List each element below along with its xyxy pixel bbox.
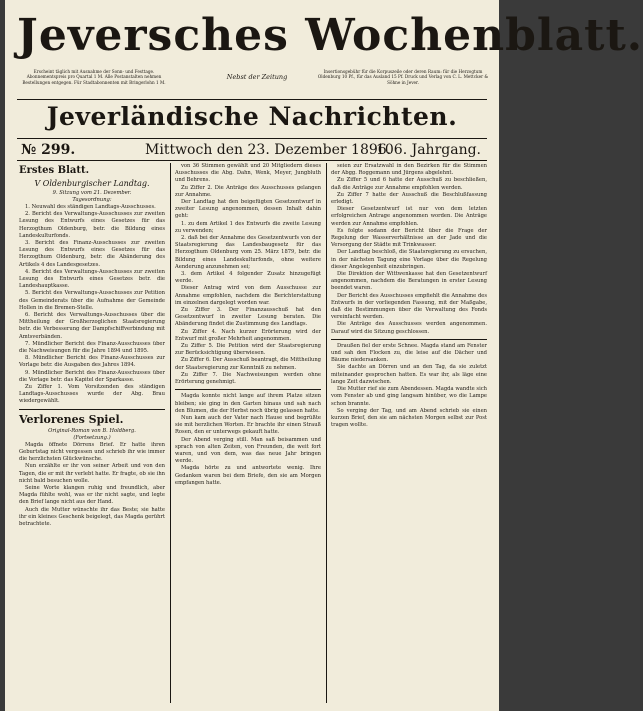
paragraph: Zu Ziffer 1. Vom Vorsitzenden des ständigen Landtags-Ausschusses wurde der Abg. Brau wiedergewählt. <box>19 384 165 405</box>
issue-rule-top <box>17 138 487 139</box>
paragraph: 3. dem Artikel 4 folgender Zusatz hinzugefügt werde. <box>175 271 321 285</box>
paragraph: 1. zu dem Artikel 1 des Entwurfs die zweite Lesung zu verwenden; <box>175 220 321 234</box>
agenda-title: Tagesordnung: <box>72 197 112 203</box>
paragraph: Zu Ziffer 7. Die Nachweisungen werden ohne Erörterung genehmigt. <box>175 371 321 386</box>
section-divider <box>331 339 487 340</box>
paragraph: 9. Mündlicher Bericht des Finanz-Ausschusses über die Vorlage betr. das Kapitel der Sparkasse. <box>19 369 165 383</box>
masthead-title: Jeversches Wochenblatt. <box>17 10 643 61</box>
column-1 <box>19 163 165 703</box>
paragraph: 8. Mündlicher Bericht des Finanz-Ausschusses zur Vorlage betr. die Ausgaben des Jahres 1894. <box>19 355 165 369</box>
paragraph: 4. Bericht des Verwaltungs-Ausschusses zur zweiten Lesung des Entwurfs eines Gesetzes betr. die Landeshauptkasse. <box>19 268 165 290</box>
story-paragraph: Seine Worte klangen ruhig und freundlich, aber Magda fühlte wohl, was er ihr nicht sagte, und legte den Brief lange nicht aus der Hand. <box>19 484 165 506</box>
issue-rule-bottom <box>17 160 487 161</box>
column-3 <box>331 163 487 703</box>
paragraph: Der Landtag beschloß, die Staatsregierung zu ersuchen, in der nächsten Tagung eine Vorlage über die Regelung dieser Angelegenheit einzubringen. <box>331 249 487 270</box>
column-separator <box>170 163 171 703</box>
story-paragraph: Magda öffnete Dörrens Brief. Er hatte ihren Geburtstag nicht vergessen und schrieb ihr wie immer die herzlichsten Glückwünsche. <box>19 441 165 463</box>
issue-volume: 106. Jahrgang. <box>375 142 481 158</box>
paragraph: Die Direktion der Wittwenkasse hat den Gesetzentwurf angenommen, nachdem die Beratungen in erster Lesung beendet waren. <box>331 271 487 292</box>
story-paragraph: Nun erzählte er ihr von seiner Arbeit und von den Tagen, die er mit ihr verlebt hatte. Er fragte, ob sie ihn nicht bald besuchen wolle. <box>19 463 165 484</box>
paragraph: 2. Bericht des Verwaltungs-Ausschusses zur zweiten Lesung des Entwurfs eines Gesetzes für das Herzogthum Oldenburg, betr. die Bildung eines Landeskulturfonds. <box>19 211 165 239</box>
paragraph: Zu Ziffer 5 und 6 hatte der Ausschuß zu beschließen, daß die Anträge zur Annahme empfohlen werden. <box>331 177 487 191</box>
story-paragraph: Magda hörte zu und antwortete wenig. Ihre Gedanken waren bei dem Briefe, den sie am Morgen empfangen hatte. <box>175 465 321 486</box>
story-paragraph: Nun kam auch der Vater nach Hause und begrüßte sie mit herzlichen Worten. Er brachte ihr einen Strauß Rosen, den er unterwegs gekauft hatte. <box>175 414 321 436</box>
paragraph: 1. Neuwahl des ständigen Landtags-Ausschusses. <box>25 204 156 210</box>
paragraph: 5. Bericht des Verwaltungs-Ausschusses zur Petition des Gemeinderats über die Aufnahme der Gemeinde Hollen in die Bremen-Stelle. <box>19 290 165 311</box>
paragraph: 7. Mündlicher Bericht des Finanz-Ausschusses über die Nachweisungen für die Jahre 1894 und 1895. <box>19 340 165 355</box>
paragraph: Die Anträge des Ausschusses werden angenommen. Darauf wird die Sitzung geschlossen. <box>331 321 487 335</box>
story-paragraph: Auch die Mutter wünschte ihr das Beste; sie hatte ihr ein kleines Geschenk beigelegt, das Magda gerührt betrachtete. <box>19 506 165 527</box>
paragraph: Zu Ziffer 5. Die Petition wird der Staatsregierung zur Berücksichtigung überwiesen. <box>175 343 321 357</box>
masthead-rule <box>17 99 487 100</box>
issue-date: Mittwoch den 23. Dezember 1896. <box>145 142 392 158</box>
section-divider <box>19 409 165 410</box>
story-paragraph: Die Mutter rief sie zum Abendessen. Magda wandte sich vom Fenster ab und ging langsam hinüber, wo die Lampe schon brannte. <box>331 386 487 407</box>
landtag-heading: V Oldenburgischer Landtag. <box>34 179 150 188</box>
paragraph: Zu Ziffer 2. Die Anträge des Ausschusses gelangen zur Annahme. <box>175 184 321 198</box>
story-author: Original-Roman von B. Holdberg. <box>48 427 136 434</box>
issue-info-row <box>17 141 487 159</box>
paragraph: Der Bericht des Ausschusses empfiehlt die Annahme des Entwurfs in der vorliegenden Fassung, mit der Maßgabe, daß die Bestimmungen über die Verwaltung des Fonds vereinfacht werden. <box>331 292 487 321</box>
session-line: 9. Sitzung vom 21. Dezember. <box>52 190 132 196</box>
story-paragraph: Draußen fiel der erste Schnee. Magda stand am Fenster und sah den Flocken zu, die leise auf die Dächer und Bäume niedersanken. <box>331 342 487 364</box>
paragraph: 2. daß bei der Annahme des Gesetzentwurfs von der Staatsregierung das Landesbaugesetz für das Herzogthum Oldenburg vom 25. März 1879, betr. die Bildung eines Landeskulturfonds, ohne weitere Aenderung anzunehmen sei; <box>175 235 321 270</box>
column-2 <box>175 163 321 703</box>
section-divider <box>175 389 321 390</box>
issue-number: № 299. <box>21 142 76 158</box>
newspaper-page <box>5 0 643 711</box>
story-paragraph: Der Abend verging still. Man saß beisammen und sprach von alten Zeiten, von Freunden, die weit fort waren, und von dem, was das neue Jahr bringen werde. <box>175 436 321 465</box>
paragraph: 3. Bericht des Finanz-Ausschusses zur zweiten Lesung des Entwurfs eines Gesetzes für das Herzogthum Oldenburg, betr. die Abänderung des Artikels 4 des Landesgesetzes. <box>19 240 165 268</box>
column-separator <box>326 163 327 703</box>
paragraph: Zu Ziffer 4. Nach kurzer Erörterung wird der Entwurf mit großer Mehrheit angenommen. <box>175 328 321 342</box>
story-paragraph: Magda konnte nicht lange auf ihrem Platze sitzen bleiben; sie ging in den Garten hinaus und sah nach den Blumen, die der Herbst noch übrig gelassen hatte. <box>175 393 321 414</box>
story-paragraph: So verging der Tag, und am Abend schrieb sie einen kurzen Brief, den sie am nächsten Morgen selbst zur Post tragen wollte. <box>331 407 487 429</box>
paragraph: Zu Ziffer 3. Der Finanzausschuß hat den Gesetzentwurf in zweiter Lesung beraten. Die Abänderung findet die Zustimmung des Landtags. <box>175 307 321 328</box>
paragraph: Zu Ziffer 7 hatte der Ausschuß die Beschlußfassung erledigt. <box>331 191 487 206</box>
story-continued: (Fortsetzung.) <box>73 434 111 441</box>
section-title: Erstes Blatt. <box>19 165 90 176</box>
advertising-notice: Insertionsgebühr für die Korpuszeile oder deren Raum: für die Herzogtum Oldenburg 10 Pf., für das Ausland 15 Pf. Druck und Verlag von C. L. Mettcker & Söhne in Jever. <box>317 69 489 85</box>
paragraph: Zu Ziffer 6. Der Ausschuß beantragt, die Mittheilung der Staatsregierung zur Kenntniß zu nehmen. <box>175 357 321 371</box>
masthead-subtitle: Jeverländische Nachrichten. <box>46 102 458 131</box>
paragraph: Der Landtag hat den beigefügten Gesetzentwurf in zweiter Lesung angenommen, dessen Inhalt dahin geht: <box>175 199 321 220</box>
story-paragraph: Sie dachte an Dörren und an den Tag, da sie zuletzt miteinander gesprochen hatten. Es war ihr, als läge eine lange Zeit dazwischen. <box>331 364 487 385</box>
paragraph: von 36 Stimmen gewählt und 20 Mitgliedern dieses Ausschusses die Abg. Dahn, Wenk, Meyer, Jungbluth und Behrens. <box>175 163 321 184</box>
supplement-notice: Nebst der Zeitung <box>226 73 288 81</box>
paragraph: Dieser Antrag wird von dem Ausschusse zur Annahme empfohlen, nachdem die Berichterstattung im einzelnen dargelegt worden war. <box>175 285 321 306</box>
subscription-notice: Erscheint täglich mit Ausnahme der Sonn- und Festtage. Abonnementspreis pro Quartal 1 M. Alle Postanstalten nehmen Bestellungen entgegen. Für Stadtabonnenten mit Bringerlohn 1 M. <box>22 69 166 85</box>
paragraph: Es folgte sodann der Bericht über die Frage der Regelung der Wasserverhältnisse an der Jade und die Versorgung der Städte mit Trinkwasser. <box>331 227 487 249</box>
paragraph: 6. Bericht des Verwaltungs-Ausschusses über die Mittheilung der Großherzoglichen Staatsregierung betr. die Verbesserung der Dampfschiffverbindung mit Amtsverbänden. <box>19 312 165 340</box>
story-title: Verlorenes Spiel. <box>19 412 124 426</box>
paragraph: seien zur Ersatzwahl in den Bezirken für die Stimmen der Abgg. Roggemann und Jürgens abgelehnt. <box>331 163 487 177</box>
paragraph: Dieser Gesetzentwurf ist nur von dem letzten erfolgreichen Antrage angenommen worden. Die Anträge werden zur Annahme empfohlen. <box>331 206 487 227</box>
